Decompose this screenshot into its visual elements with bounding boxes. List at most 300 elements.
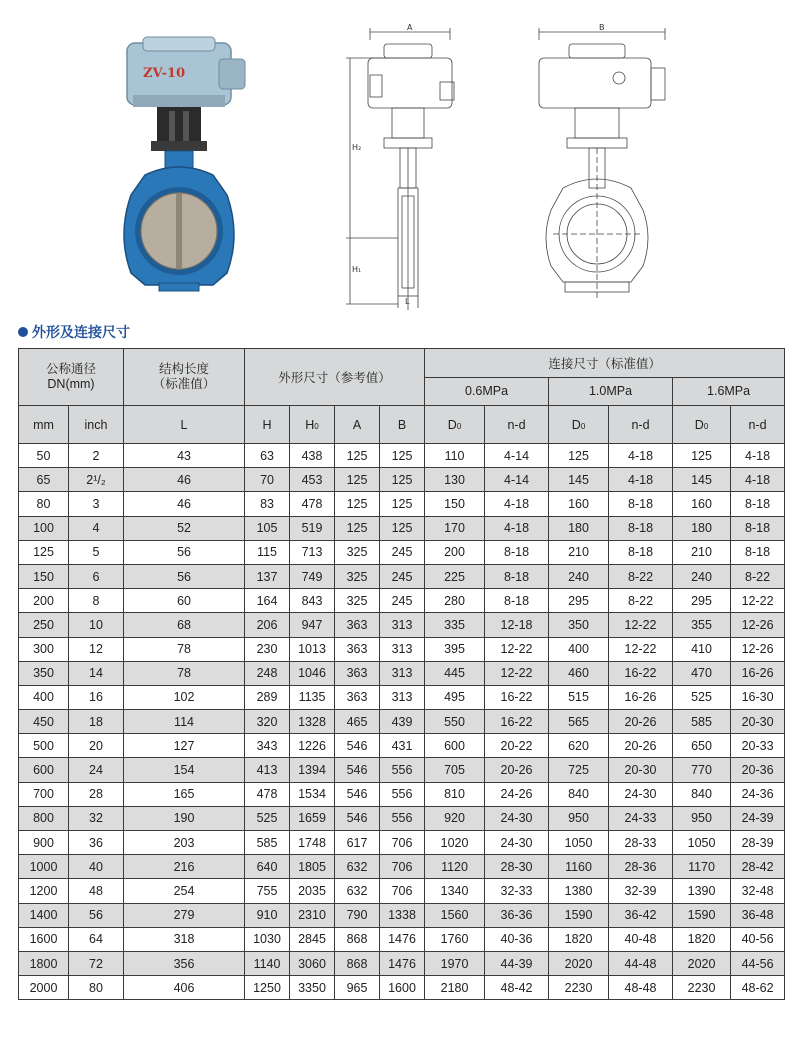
cell-height-H0: 3060 [290,951,335,975]
cell-d0-06: 225 [425,564,485,588]
cell-nd-06: 36-36 [485,903,549,927]
cell-nd-16: 24-39 [731,806,785,830]
cell-dn-inch: 4 [69,516,124,540]
cell-height-H0: 2035 [290,879,335,903]
cell-d0-16: 1590 [673,903,731,927]
cell-width-B: 1338 [380,903,425,927]
cell-width-B: 431 [380,734,425,758]
cell-dn-mm: 500 [19,734,69,758]
cell-height-H: 70 [245,468,290,492]
cell-d0-06: 705 [425,758,485,782]
section-title: 外形及连接尺寸 [32,325,130,341]
cell-d0-16: 160 [673,492,731,516]
table-row [19,564,785,588]
cell-d0-10: 350 [549,613,609,637]
cell-d0-10: 295 [549,589,609,613]
header-length: 结构长度 （标准值） [124,349,245,406]
cell-d0-10: 840 [549,782,609,806]
cell-length-L: 68 [124,613,245,637]
cell-height-H0: 478 [290,492,335,516]
cell-nd-10: 40-48 [609,927,673,951]
cell-nd-16: 32-48 [731,879,785,903]
cell-width-B: 556 [380,782,425,806]
cell-dn-inch: 12 [69,637,124,661]
cell-length-L: 127 [124,734,245,758]
cell-d0-10: 725 [549,758,609,782]
cell-dn-inch: 2¹/₂ [69,468,124,492]
cell-nd-06: 24-30 [485,806,549,830]
cell-d0-16: 295 [673,589,731,613]
subheader-H: H [245,406,290,444]
cell-dn-mm: 1400 [19,903,69,927]
cell-dn-mm: 1000 [19,855,69,879]
cell-width-A: 363 [335,685,380,709]
cell-nd-16: 4-18 [731,444,785,468]
cell-d0-16: 770 [673,758,731,782]
cell-d0-16: 2020 [673,951,731,975]
cell-d0-10: 1820 [549,927,609,951]
cell-nd-06: 32-33 [485,879,549,903]
table-row [19,927,785,951]
cell-height-H0: 3350 [290,976,335,1000]
cell-dn-mm: 80 [19,492,69,516]
cell-d0-06: 600 [425,734,485,758]
cell-width-B: 125 [380,516,425,540]
cell-length-L: 165 [124,782,245,806]
cell-d0-16: 410 [673,637,731,661]
cell-length-L: 46 [124,492,245,516]
cell-width-B: 706 [380,855,425,879]
cell-height-H0: 1534 [290,782,335,806]
table-row [19,782,785,806]
cell-width-B: 125 [380,492,425,516]
cell-width-A: 465 [335,710,380,734]
cell-width-B: 706 [380,879,425,903]
cell-dn-mm: 200 [19,589,69,613]
table-row [19,444,785,468]
cell-length-L: 114 [124,710,245,734]
cell-d0-06: 130 [425,468,485,492]
cell-nd-06: 4-18 [485,516,549,540]
cell-dn-mm: 700 [19,782,69,806]
cell-dn-inch: 2 [69,444,124,468]
table-row [19,951,785,975]
cell-d0-10: 240 [549,564,609,588]
cell-nd-10: 16-22 [609,661,673,685]
cell-d0-06: 280 [425,589,485,613]
cell-nd-10: 32-39 [609,879,673,903]
cell-nd-16: 28-39 [731,831,785,855]
cell-dn-mm: 100 [19,516,69,540]
cell-nd-10: 12-22 [609,637,673,661]
cell-d0-16: 1050 [673,831,731,855]
cell-width-A: 125 [335,468,380,492]
cell-nd-06: 44-39 [485,951,549,975]
cell-nd-06: 16-22 [485,710,549,734]
cell-dn-inch: 40 [69,855,124,879]
cell-nd-16: 40-56 [731,927,785,951]
cell-height-H0: 1748 [290,831,335,855]
cell-height-H: 478 [245,782,290,806]
cell-nd-16: 36-48 [731,903,785,927]
cell-d0-06: 1970 [425,951,485,975]
cell-dn-mm: 600 [19,758,69,782]
header-pressure-10: 1.0MPa [549,377,673,406]
subheader-A: A [335,406,380,444]
cell-height-H: 320 [245,710,290,734]
cell-dn-mm: 1800 [19,951,69,975]
cell-length-L: 43 [124,444,245,468]
header-outline: 外形尺寸（参考值） [245,349,425,406]
cell-dn-inch: 8 [69,589,124,613]
cell-dn-mm: 1600 [19,927,69,951]
table-row [19,855,785,879]
cell-width-A: 125 [335,516,380,540]
cell-width-A: 363 [335,637,380,661]
cell-d0-16: 1170 [673,855,731,879]
cell-d0-16: 240 [673,564,731,588]
table-row [19,903,785,927]
cell-height-H0: 713 [290,540,335,564]
cell-nd-10: 20-30 [609,758,673,782]
cell-dn-mm: 2000 [19,976,69,1000]
cell-width-A: 632 [335,879,380,903]
cell-height-H0: 749 [290,564,335,588]
cell-d0-06: 110 [425,444,485,468]
cell-d0-10: 125 [549,444,609,468]
header-connection: 连接尺寸（标准值） [425,349,785,378]
cell-d0-10: 1160 [549,855,609,879]
cell-nd-16: 24-36 [731,782,785,806]
subheader-inch: inch [69,406,124,444]
cell-dn-inch: 16 [69,685,124,709]
cell-d0-10: 145 [549,468,609,492]
cell-d0-16: 210 [673,540,731,564]
cell-d0-06: 1120 [425,855,485,879]
dimension-table [18,348,785,1000]
cell-d0-10: 160 [549,492,609,516]
cell-d0-10: 1380 [549,879,609,903]
cell-d0-06: 335 [425,613,485,637]
cell-nd-06: 8-18 [485,564,549,588]
side-view-drawing [340,20,460,310]
cell-d0-06: 550 [425,710,485,734]
cell-width-B: 245 [380,540,425,564]
cell-d0-10: 565 [549,710,609,734]
cell-length-L: 52 [124,516,245,540]
cell-nd-10: 8-18 [609,540,673,564]
subheader-nd-16: n-d [731,406,785,444]
cell-dn-inch: 36 [69,831,124,855]
cell-nd-16: 16-26 [731,661,785,685]
cell-width-A: 617 [335,831,380,855]
cell-dn-mm: 50 [19,444,69,468]
cell-d0-16: 355 [673,613,731,637]
cell-dn-inch: 32 [69,806,124,830]
cell-nd-16: 44-56 [731,951,785,975]
cell-height-H: 83 [245,492,290,516]
cell-width-B: 245 [380,564,425,588]
dim-A-label: A [407,23,413,32]
cell-dn-mm: 1200 [19,879,69,903]
cell-nd-16: 8-18 [731,492,785,516]
cell-d0-06: 395 [425,637,485,661]
cell-d0-10: 1590 [549,903,609,927]
cell-height-H0: 1805 [290,855,335,879]
table-body [19,444,785,1000]
header-dn: 公称通径 DN(mm) [19,349,124,406]
cell-dn-inch: 10 [69,613,124,637]
dim-L-label: L [405,297,410,306]
cell-width-A: 546 [335,782,380,806]
cell-width-A: 868 [335,951,380,975]
cell-d0-16: 650 [673,734,731,758]
cell-height-H0: 519 [290,516,335,540]
cell-length-L: 318 [124,927,245,951]
dim-B-label: B [599,23,605,32]
cell-dn-inch: 64 [69,927,124,951]
cell-dn-mm: 250 [19,613,69,637]
table-row [19,613,785,637]
cell-d0-16: 585 [673,710,731,734]
cell-dn-inch: 5 [69,540,124,564]
cell-dn-inch: 6 [69,564,124,588]
cell-height-H: 640 [245,855,290,879]
table-row [19,637,785,661]
cell-d0-10: 2230 [549,976,609,1000]
table-header [19,349,785,444]
cell-length-L: 356 [124,951,245,975]
cell-d0-06: 495 [425,685,485,709]
cell-width-B: 1476 [380,927,425,951]
cell-nd-06: 12-22 [485,637,549,661]
cell-d0-06: 1560 [425,903,485,927]
cell-dn-mm: 65 [19,468,69,492]
cell-d0-16: 145 [673,468,731,492]
cell-d0-16: 470 [673,661,731,685]
cell-height-H: 63 [245,444,290,468]
cell-d0-16: 1820 [673,927,731,951]
cell-length-L: 190 [124,806,245,830]
cell-nd-06: 24-26 [485,782,549,806]
cell-height-H: 413 [245,758,290,782]
cell-nd-16: 4-18 [731,468,785,492]
section-heading [18,322,130,342]
cell-height-H0: 2310 [290,903,335,927]
cell-width-A: 125 [335,492,380,516]
cell-width-A: 325 [335,564,380,588]
cell-height-H: 755 [245,879,290,903]
cell-length-L: 406 [124,976,245,1000]
table-row [19,540,785,564]
cell-width-A: 790 [335,903,380,927]
cell-nd-06: 8-18 [485,540,549,564]
cell-nd-06: 48-42 [485,976,549,1000]
cell-width-B: 556 [380,758,425,782]
cell-height-H0: 438 [290,444,335,468]
table-row [19,976,785,1000]
subheader-H0: H0 [290,406,335,444]
cell-width-A: 125 [335,444,380,468]
cell-height-H0: 1226 [290,734,335,758]
cell-width-A: 363 [335,661,380,685]
cell-nd-10: 28-36 [609,855,673,879]
cell-width-B: 125 [380,468,425,492]
cell-dn-inch: 3 [69,492,124,516]
table-row [19,831,785,855]
cell-dn-inch: 56 [69,903,124,927]
cell-nd-06: 28-30 [485,855,549,879]
subheader-D0-16: D0 [673,406,731,444]
cell-height-H: 910 [245,903,290,927]
cell-nd-06: 12-22 [485,661,549,685]
cell-width-A: 868 [335,927,380,951]
cell-d0-06: 920 [425,806,485,830]
figure-area [0,0,800,315]
cell-height-H0: 843 [290,589,335,613]
cell-d0-10: 460 [549,661,609,685]
subheader-D0-10: D0 [549,406,609,444]
cell-height-H0: 1659 [290,806,335,830]
cell-nd-16: 12-26 [731,613,785,637]
cell-nd-10: 24-30 [609,782,673,806]
cell-height-H: 206 [245,613,290,637]
table-row [19,516,785,540]
cell-nd-10: 8-22 [609,589,673,613]
cell-nd-16: 28-42 [731,855,785,879]
cell-width-B: 556 [380,806,425,830]
table-row [19,734,785,758]
cell-nd-10: 16-26 [609,685,673,709]
cell-nd-06: 8-18 [485,589,549,613]
cell-width-A: 632 [335,855,380,879]
cell-nd-16: 48-62 [731,976,785,1000]
cell-dn-mm: 300 [19,637,69,661]
cell-d0-10: 400 [549,637,609,661]
cell-dn-inch: 28 [69,782,124,806]
cell-width-A: 546 [335,806,380,830]
cell-nd-16: 20-30 [731,710,785,734]
cell-d0-06: 2180 [425,976,485,1000]
cell-dn-inch: 48 [69,879,124,903]
cell-length-L: 56 [124,564,245,588]
cell-height-H: 1140 [245,951,290,975]
cell-nd-10: 4-18 [609,468,673,492]
cell-length-L: 203 [124,831,245,855]
cell-nd-06: 20-26 [485,758,549,782]
cell-length-L: 154 [124,758,245,782]
cell-d0-06: 1340 [425,879,485,903]
cell-d0-16: 950 [673,806,731,830]
cell-d0-16: 1390 [673,879,731,903]
cell-height-H: 289 [245,685,290,709]
cell-height-H0: 1394 [290,758,335,782]
cell-height-H0: 1013 [290,637,335,661]
cell-nd-06: 4-18 [485,492,549,516]
cell-height-H0: 453 [290,468,335,492]
cell-d0-10: 1050 [549,831,609,855]
table-row [19,685,785,709]
cell-nd-10: 8-18 [609,492,673,516]
cell-nd-10: 24-33 [609,806,673,830]
cell-height-H0: 1135 [290,685,335,709]
cell-nd-10: 48-48 [609,976,673,1000]
cell-nd-16: 20-36 [731,758,785,782]
dim-H1-label: H₁ [352,265,362,274]
cell-dn-mm: 350 [19,661,69,685]
cell-width-B: 313 [380,685,425,709]
cell-width-A: 325 [335,589,380,613]
cell-nd-06: 12-18 [485,613,549,637]
cell-height-H0: 947 [290,613,335,637]
cell-dn-mm: 125 [19,540,69,564]
cell-d0-16: 525 [673,685,731,709]
cell-nd-10: 20-26 [609,710,673,734]
cell-dn-mm: 400 [19,685,69,709]
cell-nd-16: 20-33 [731,734,785,758]
cell-height-H: 164 [245,589,290,613]
table-row [19,879,785,903]
cell-d0-06: 445 [425,661,485,685]
table-row [19,710,785,734]
cell-width-A: 546 [335,758,380,782]
cell-nd-16: 12-22 [731,589,785,613]
cell-d0-06: 1020 [425,831,485,855]
valve-photo [115,35,255,295]
cell-nd-10: 28-33 [609,831,673,855]
cell-dn-mm: 450 [19,710,69,734]
cell-length-L: 78 [124,661,245,685]
cell-d0-10: 2020 [549,951,609,975]
cell-nd-16: 8-18 [731,516,785,540]
cell-d0-16: 840 [673,782,731,806]
cell-width-B: 1600 [380,976,425,1000]
cell-width-A: 546 [335,734,380,758]
cell-nd-16: 12-26 [731,637,785,661]
table-row [19,758,785,782]
cell-width-B: 313 [380,661,425,685]
cell-dn-inch: 80 [69,976,124,1000]
cell-nd-10: 20-26 [609,734,673,758]
cell-d0-06: 200 [425,540,485,564]
subheader-B: B [380,406,425,444]
cell-dn-inch: 24 [69,758,124,782]
cell-width-A: 363 [335,613,380,637]
cell-nd-10: 8-18 [609,516,673,540]
cell-nd-10: 12-22 [609,613,673,637]
cell-height-H0: 1328 [290,710,335,734]
cell-dn-inch: 20 [69,734,124,758]
cell-height-H: 343 [245,734,290,758]
cell-width-B: 439 [380,710,425,734]
cell-dn-mm: 900 [19,831,69,855]
cell-length-L: 56 [124,540,245,564]
cell-d0-10: 515 [549,685,609,709]
subheader-nd-10: n-d [609,406,673,444]
cell-d0-06: 1760 [425,927,485,951]
cell-d0-10: 950 [549,806,609,830]
table-row [19,589,785,613]
cell-dn-inch: 14 [69,661,124,685]
cell-d0-06: 810 [425,782,485,806]
cell-dn-inch: 72 [69,951,124,975]
cell-nd-10: 4-18 [609,444,673,468]
cell-nd-06: 40-36 [485,927,549,951]
cell-height-H: 230 [245,637,290,661]
header-pressure-06: 0.6MPa [425,377,549,406]
cell-height-H: 1250 [245,976,290,1000]
cell-nd-16: 8-18 [731,540,785,564]
